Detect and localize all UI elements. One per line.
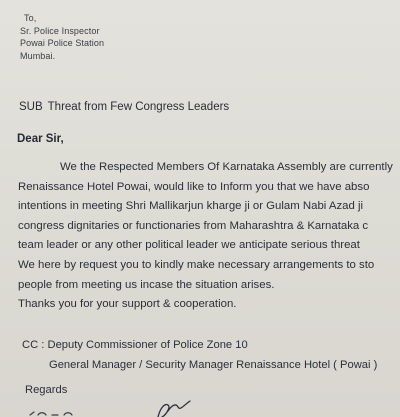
address-line-1: Sr. Police Inspector <box>20 25 100 36</box>
closing-regards: Regards <box>25 384 68 396</box>
body-line: We here by request you to kindly make necessary arrangements to sto <box>18 258 375 271</box>
cc-line-1: CC : Deputy Commissioner of Police Zone 10 <box>22 339 248 351</box>
subject-label: SUB <box>19 101 43 113</box>
letter-body <box>18 158 400 315</box>
cropped-text-fragment <box>28 410 108 417</box>
address-line-2: Powai Police Station <box>20 38 105 48</box>
body-line: team leader or any other political leader we anticipate serious threat <box>18 239 360 252</box>
subject-line <box>19 101 229 113</box>
recipient-address <box>20 12 104 62</box>
signature-scribble <box>150 391 220 417</box>
cc-block <box>22 335 400 375</box>
body-line: Thanks you for your support & cooperation. <box>18 298 237 311</box>
address-to: To, <box>24 13 37 23</box>
cc-line-2: General Manager / Security Manager Renaissance Hotel ( Powai ) <box>49 359 378 371</box>
body-line: We the Respected Members Of Karnataka Assembly are currently <box>60 161 393 173</box>
salutation: Dear Sir, <box>17 133 64 145</box>
body-line: Renaissance Hotel Powai, would like to Inform you that we have abso <box>18 180 370 193</box>
subject-text: Threat from Few Congress Leaders <box>47 101 230 113</box>
body-line: congress dignitaries or functionaries from Maharashtra & Karnataka c <box>18 219 369 232</box>
address-line-3: Mumbai. <box>20 50 56 61</box>
body-line: people from meeting us incase the situation arises. <box>18 278 275 291</box>
body-line: intentions in meeting Shri Mallikarjun kharge ji or Gulam Nabi Azad ji <box>18 200 364 213</box>
